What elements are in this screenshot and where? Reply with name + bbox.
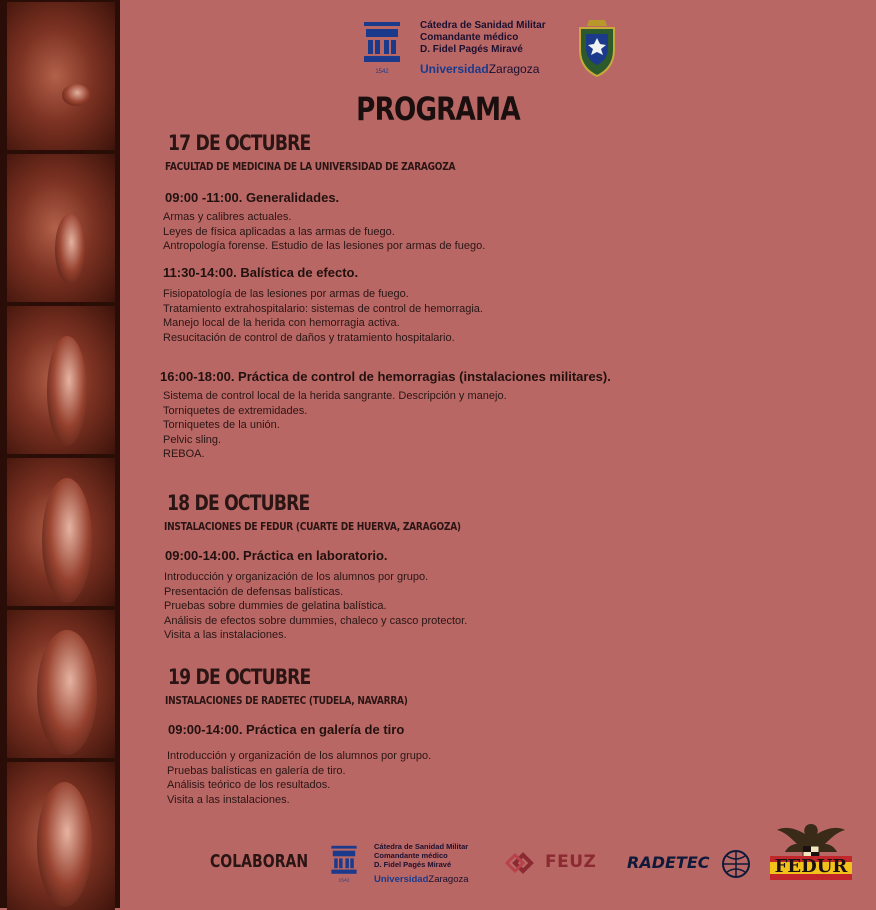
- feuz-wordmark: FEUZ: [545, 852, 597, 872]
- film-strip: [0, 0, 120, 908]
- session-details: [163, 287, 483, 345]
- radetec-globe-icon: [721, 849, 751, 879]
- gel-photo-frame: [7, 306, 115, 454]
- session-line: Pruebas balísticas en galería de tiro.: [167, 764, 346, 777]
- uz-city: Zaragoza: [428, 874, 469, 885]
- session-line: Análisis teórico de los resultados.: [167, 779, 331, 791]
- session-details: [163, 389, 507, 462]
- gel-photo-frame: [7, 762, 115, 910]
- catedra-line: Cátedra de Sanidad Militar: [374, 842, 469, 851]
- radetec-wordmark: RADETEC: [627, 853, 710, 872]
- uz-brand: Universidad: [420, 62, 489, 76]
- session-line: Visita a las instalaciones.: [164, 629, 287, 641]
- session-line: Presentación de defensas balísticas.: [164, 585, 344, 598]
- session-line: Resucitación de control de daños y tratamiento hospitalario.: [163, 331, 455, 344]
- session-details: [167, 749, 431, 807]
- university-zaragoza-logo: [362, 20, 402, 76]
- uz-year: 1542: [338, 878, 350, 884]
- catedra-line: Comandante médico: [374, 851, 448, 860]
- day-heading: 17 DE OCTUBRE: [168, 131, 311, 155]
- session-line: Tratamiento extrahospitalario: sistemas de control de hemorragia.: [163, 302, 483, 315]
- day-venue: INSTALACIONES DE RADETEC (TUDELA, NAVARRA): [165, 694, 408, 707]
- session-line: Torniquetes de extremidades.: [163, 404, 308, 417]
- fedur-wordmark: FEDUR: [774, 856, 848, 877]
- catedra-line: D. Fidel Pagés Miravé: [420, 44, 523, 55]
- catedra-line: Comandante médico: [420, 32, 519, 43]
- session-line: Leyes de física aplicadas a las armas de fuego.: [163, 225, 395, 238]
- day-heading: 18 DE OCTUBRE: [167, 491, 310, 515]
- session-line: Antropología forense. Estudio de las lesiones por armas de fuego.: [163, 240, 486, 252]
- university-wordmark: [420, 62, 539, 76]
- session-line: REBOA.: [163, 448, 205, 460]
- catedra-line: D. Fidel Pagés Miravé: [374, 860, 452, 869]
- colaboran-label: COLABORAN: [210, 851, 309, 872]
- session-details: [164, 570, 467, 643]
- gel-photo-frame: [7, 610, 115, 758]
- session-line: Armas y calibres actuales.: [163, 211, 292, 223]
- session-line: Visita a las instalaciones.: [167, 793, 290, 806]
- gel-photo-frame: [7, 154, 115, 302]
- footer-university-wordmark: [374, 873, 469, 887]
- catedra-name: [420, 20, 570, 56]
- session-line: Pruebas sobre dummies de gelatina balística.: [164, 600, 387, 612]
- radetec-logo: [627, 849, 751, 879]
- military-health-shield-icon: [574, 18, 620, 78]
- header-logos: [362, 18, 624, 80]
- footer-university-logo: [330, 840, 490, 886]
- session-title: 16:00-18:00. Práctica de control de hemorragias (instalaciones militares).: [160, 369, 611, 384]
- session-line: Torniquetes de la unión.: [163, 419, 280, 431]
- session-line: Análisis de efectos sobre dummies, chaleco y casco protector.: [164, 614, 468, 627]
- uz-brand: Universidad: [374, 874, 429, 885]
- session-line: Pelvic sling.: [163, 433, 222, 446]
- catedra-line: Cátedra de Sanidad Militar: [420, 20, 546, 31]
- session-title: 11:30-14:00. Balística de efecto.: [163, 265, 359, 280]
- session-line: Sistema de control local de la herida sangrante. Descripción y manejo.: [163, 390, 507, 402]
- fedur-logo: [770, 816, 852, 886]
- gel-photo-frame: [7, 458, 115, 606]
- session-line: Manejo local de la herida con hemorragia activa.: [163, 317, 400, 329]
- session-title: 09:00 -11:00. Generalidades.: [165, 190, 340, 205]
- feuz-diamond-icon: [505, 848, 541, 878]
- day-venue: INSTALACIONES DE FEDUR (CUARTE DE HUERVA, ZARAGOZA): [164, 520, 461, 533]
- session-title: 09:00-14:00. Práctica en laboratorio.: [165, 548, 388, 563]
- session-line: Introducción y organización de los alumnos por grupo.: [164, 571, 429, 583]
- session-line: Introducción y organización de los alumnos por grupo.: [167, 750, 432, 762]
- session-line: Fisiopatología de las lesiones por armas de fuego.: [163, 288, 409, 300]
- page-title: PROGRAMA: [356, 90, 520, 128]
- day-heading: 19 DE OCTUBRE: [168, 665, 311, 689]
- university-zaragoza-icon: [330, 842, 358, 886]
- session-details: [163, 210, 485, 254]
- uz-year: 1542: [375, 69, 389, 75]
- footer-catedra-name: [374, 842, 494, 869]
- feuz-logo: [505, 848, 605, 878]
- day-venue: FACULTAD DE MEDICINA DE LA UNIVERSIDAD DE ZARAGOZA: [165, 160, 456, 173]
- session-title: 09:00-14:00. Práctica en galería de tiro: [168, 722, 405, 737]
- uz-city: Zaragoza: [488, 62, 540, 76]
